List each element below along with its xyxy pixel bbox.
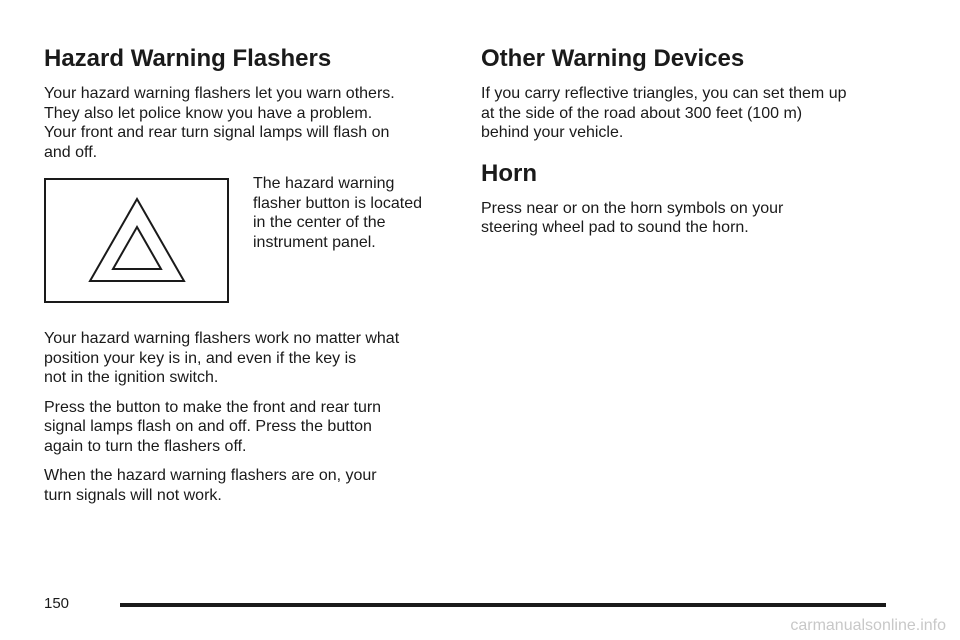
left-column <box>44 44 452 515</box>
hazard-caption-text: The hazard warning flasher button is located in the center of the instrument panel. <box>253 175 422 251</box>
horn-heading: Horn <box>481 159 537 187</box>
right-column <box>481 44 901 248</box>
hazard-paragraph-3: When the hazard warning flashers are on, your turn signals will not work. <box>44 467 377 504</box>
page-number: 150 <box>44 595 70 612</box>
hazard-figure <box>44 176 452 303</box>
hazard-figure-caption <box>253 174 433 252</box>
footer-rule <box>120 603 886 607</box>
hazard-paragraph-2: Press the button to make the front and rear turn signal lamps flash on and off. Press the button again to turn the flashers off. <box>44 398 382 455</box>
horn-paragraph: Press near or on the horn symbols on your steering wheel pad to sound the horn. <box>481 199 784 236</box>
watermark: carmanualsonline.info <box>790 617 946 634</box>
page-footer <box>44 593 886 615</box>
other-warning-devices-paragraph: If you carry reflective triangles, you can set them up at the side of the road about 300 feet (100 m) behind your vehicle. <box>481 85 847 141</box>
hazard-paragraph-1: Your hazard warning flashers work no matter what position your key is in, and even if the key is not in the ignition switch. <box>44 330 400 386</box>
hazard-intro-paragraph: Your hazard warning flashers let you warn others. They also let police know you have a problem. Your front and rear turn signal lamps will flash on and off. <box>44 85 395 161</box>
hazard-button-illustration <box>44 178 229 303</box>
hazard-triangle-icon <box>77 191 197 291</box>
hazard-warning-flashers-heading: Hazard Warning Flashers <box>44 45 332 72</box>
other-warning-devices-heading: Other Warning Devices <box>481 45 745 72</box>
